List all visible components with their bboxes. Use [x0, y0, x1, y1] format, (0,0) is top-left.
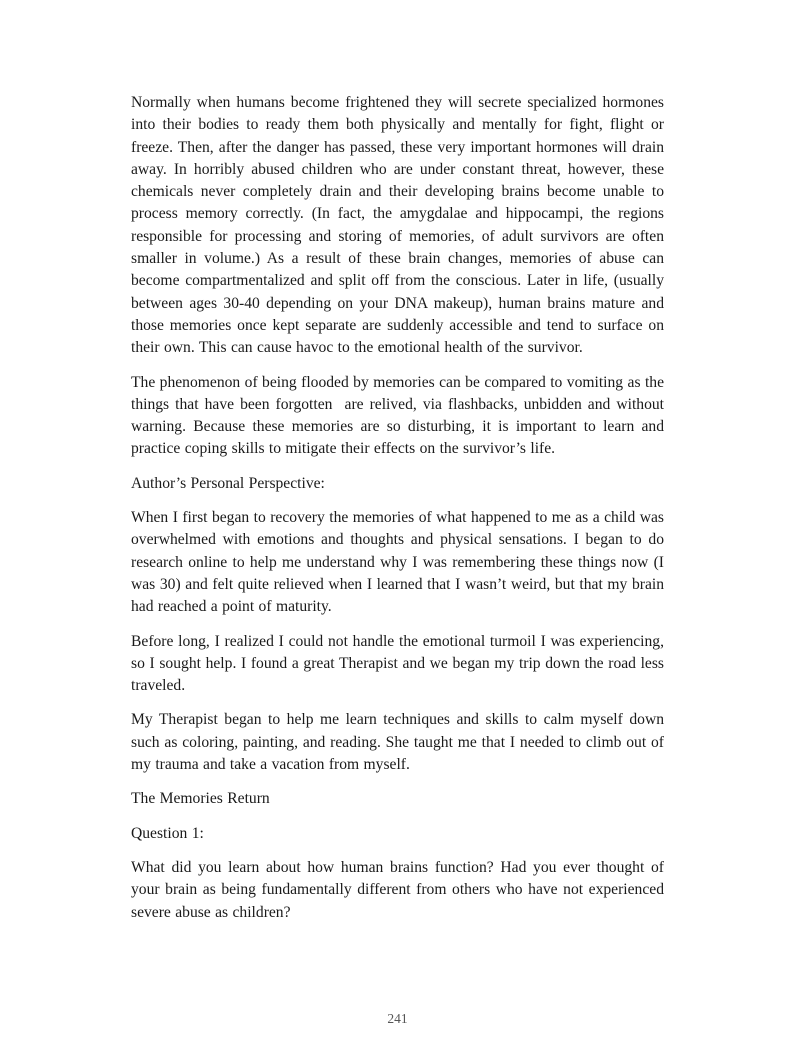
paragraph-first-recovery: When I first began to recovery the memories of what happened to me as a child was overwhelmed with emotions and thoughts and physical sensations. I began to do research online to help me understand why I was remembering these things now (I was 30) and felt quite relieved when I learned that I wasn’t weird, but that my brain had reached a point of maturity.: [131, 509, 664, 616]
question-1-text: What did you learn about how human brains function? Had you ever thought of your brain as being fundamentally different from others who have not experienced severe abuse as children?: [131, 858, 664, 921]
paragraph-therapist-techniques: My Therapist began to help me learn techniques and skills to calm myself down such as coloring, painting, and reading. She taught me that I needed to climb out of my trauma and take a vacation from myself.: [131, 711, 664, 774]
section-heading-the-memories-return: The Memories Return: [131, 790, 270, 808]
paragraph-brain-science: Normally when humans become frightened they will secrete specialized hormones into their bodies to ready them both physically and mentally for fight, flight or freeze. Then, after the danger has passed, these very important hormones will drain away. In horribly abused children who are under constant threat, however, these chemicals never completely drain and their developing brains become unable to process memory correctly. (In fact, the amygdalae and hippocampi, the regions responsible for processing and storing of memories, of adult survivors are often smaller in volume.) As a result of these brain changes, memories of abuse can become compartmentalized and split off from the conscious. Later in life, (usually between ages 30-40 depending on your DNA makeup), human brains mature and those memories once kept separate are suddenly accessible and tend to surface on their own. This can cause havoc to the emotional health of the survivor.: [131, 94, 664, 357]
paragraph-flooded-memories: The phenomenon of being flooded by memories can be compared to vomiting as the things that have been forgotten are relived, via flashbacks, unbidden and without warning. Because these memories are so disturbing, it is important to learn and practice coping skills to mitigate their effects on the survivor’s life.: [131, 373, 664, 458]
paragraph-sought-help: Before long, I realized I could not handle the emotional turmoil I was experiencing, so I sought help. I found a great Therapist and we began my trip down the road less traveled.: [131, 632, 664, 695]
section-heading-authors-personal-perspective: Author’s Personal Perspective:: [131, 474, 325, 492]
page-body: [131, 92, 664, 936]
question-1-label: Question 1:: [131, 824, 204, 842]
page-number: 241: [387, 1011, 408, 1026]
